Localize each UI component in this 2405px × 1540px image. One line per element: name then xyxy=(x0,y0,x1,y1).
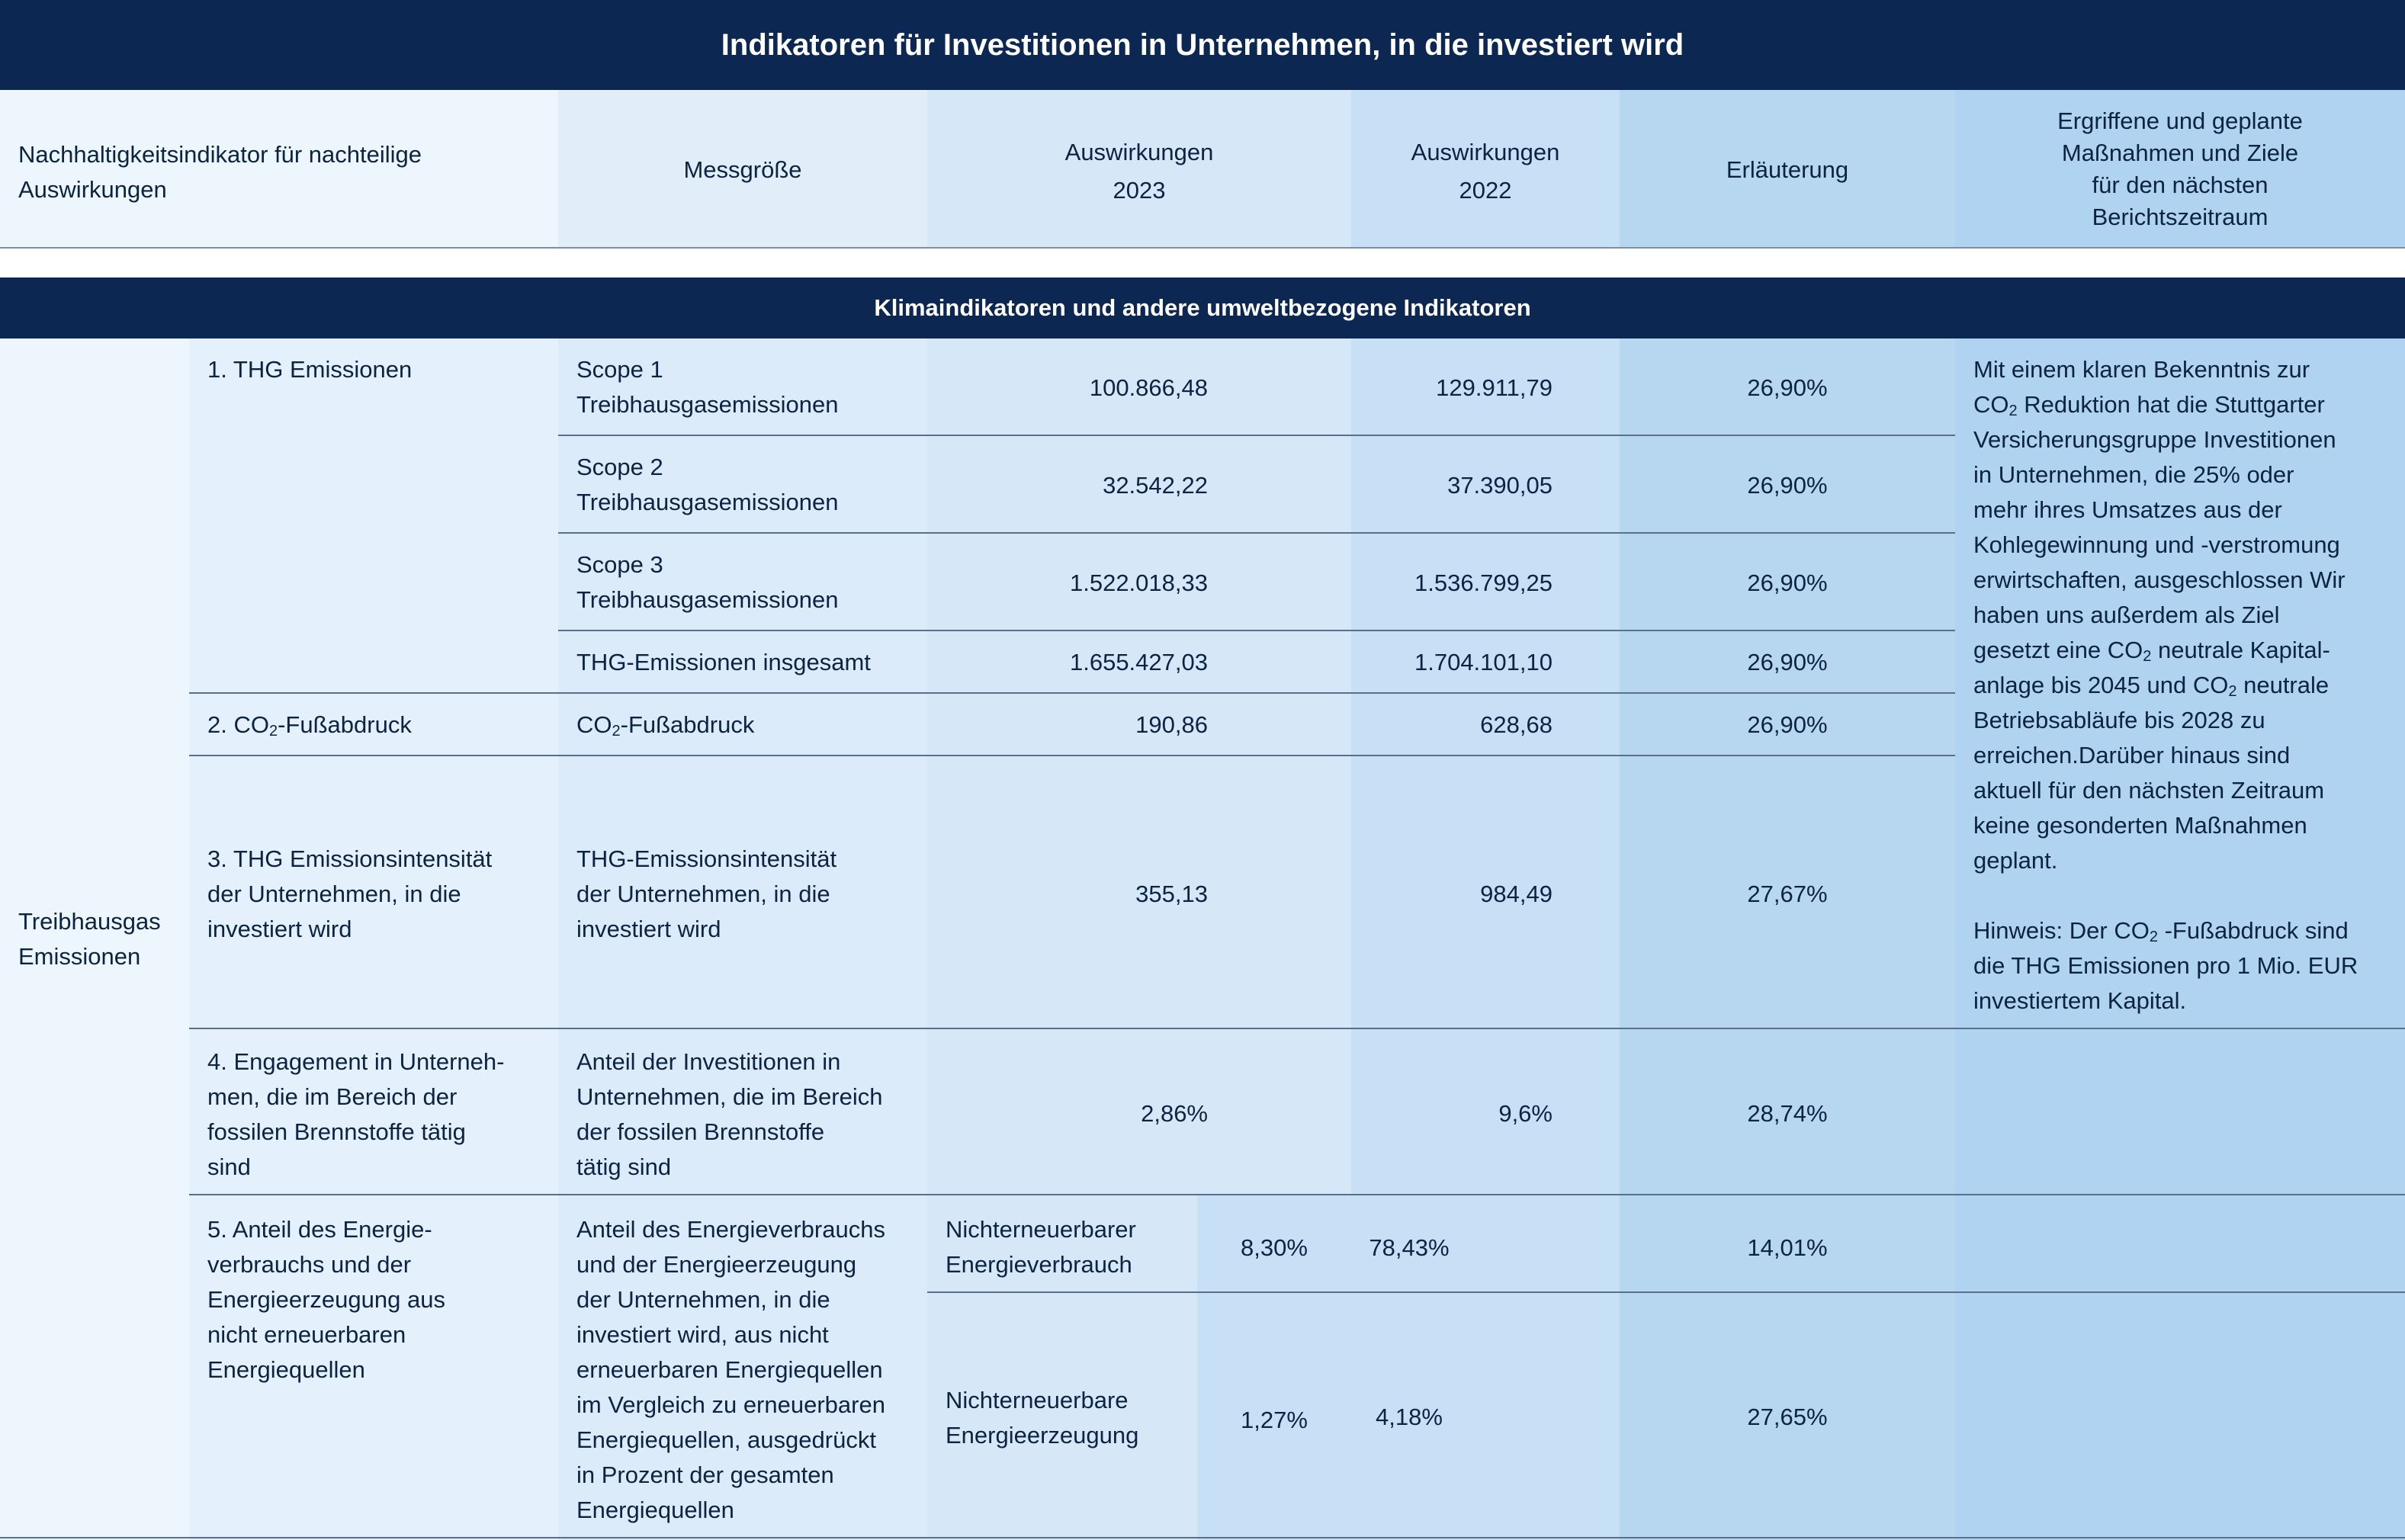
row-divider-total xyxy=(189,692,1955,694)
metric-total: THG-Emissionen insgesamt xyxy=(576,649,871,675)
table-title: Indikatoren für Investitionen in Unternehmen, in die investiert wird xyxy=(0,0,2405,90)
indicator-2: 2. $CO_2$-Fußabdruck xyxy=(207,711,412,740)
value-2022-energy-production: 4,18% xyxy=(1376,1404,1443,1430)
value-2022-scope3: 1.536.799,25 xyxy=(1414,569,1552,596)
value-2023-footprint: 190,86 xyxy=(1135,711,1208,738)
metric-scope1: Scope 1 Treibhausgasemissionen xyxy=(576,356,839,418)
header-bottom-border xyxy=(0,247,2405,249)
metric-footprint: $CO_2$-Fußabdruck xyxy=(576,711,755,740)
metric-scope2: Scope 2 Treibhausgasemissionen xyxy=(576,454,839,515)
header-indicator: Nachhaltigkeitsindikator für nachteilige Auswirkungen xyxy=(18,141,422,203)
value-2022-intensity: 984,49 xyxy=(1480,881,1552,907)
indicator-3: 3. THG Emissionsintensität der Unternehmen, in die investiert wird xyxy=(207,845,493,942)
sublabel-energy-production: Nichterneuerbare Energieerzeugung xyxy=(946,1387,1139,1449)
header-impact-2022: Auswirkungen 2022 xyxy=(1411,139,1560,204)
explanation-fossil: 28,74% xyxy=(1747,1100,1828,1127)
value-2023-scope1: 100.866,48 xyxy=(1089,374,1208,401)
value-2022-fossil: 9,6% xyxy=(1498,1100,1552,1127)
value-2023-energy-consumption: 8,30% xyxy=(1241,1234,1308,1261)
category-label: Treibhausgas Emissionen xyxy=(18,908,161,970)
value-2022-scope2: 37.390,05 xyxy=(1447,472,1552,499)
row-divider-scope1 xyxy=(558,435,1955,436)
value-2022-footprint: 628,68 xyxy=(1480,711,1552,738)
header-explanation: Erläuterung xyxy=(1726,156,1849,183)
value-2022-energy-consumption: 78,43% xyxy=(1369,1234,1450,1261)
body-bg-2022 xyxy=(1351,338,1620,1540)
measures-note: Mit einem klaren Bekenntnis zur $CO_2$ Reduktion hat die Stuttgarter Versicherungsgruppe Investitionen in Unternehmen, die 25% oder mehr ihres Umsatzes aus der Kohlegewinnung und -verstromung erwirtschaften, ausgeschlossen Wir haben uns außerdem als Ziel gesetzt eine $CO_2$ neutrale Kapital- anlage bis 2045 und $CO_2$ neutrale Betriebsabläufe bis 2028 zu erreichen.Darüber hinaus sind aktuell für den nächsten Zeitraum keine gesonderten Maßnahmen geplant. Hinweis: Der $CO_2$ -Fußabdruck sind die THG Emissionen pro 1 Mio. EUR investiertem Kapital. xyxy=(1973,356,2358,1014)
explanation-energy-production: 27,65% xyxy=(1747,1404,1828,1430)
row-divider-energy-sub xyxy=(927,1291,2405,1293)
explanation-footprint: 26,90% xyxy=(1747,711,1828,738)
row-divider-scope2 xyxy=(558,532,1955,534)
explanation-scope1: 26,90% xyxy=(1747,374,1828,401)
value-2023-scope3: 1.522.018,33 xyxy=(1069,569,1208,596)
explanation-scope3: 26,90% xyxy=(1747,569,1828,596)
metric-intensity: THG-Emissionsintensität der Unternehmen, in die investiert wird xyxy=(576,845,837,942)
header-impact-2023: Auswirkungen 2023 xyxy=(1064,139,1214,204)
row-divider-scope3 xyxy=(558,630,1955,631)
explanation-intensity: 27,67% xyxy=(1747,881,1828,907)
header-metric: Messgröße xyxy=(683,156,802,183)
section-title: Klimaindikatoren und andere umweltbezogene Indikatoren xyxy=(0,278,2405,338)
row-divider-fossil xyxy=(189,1194,2405,1195)
metric-fossil: Anteil der Investitionen in Unternehmen, die im Bereich der fossilen Brennstoffe tätig sind xyxy=(576,1048,883,1180)
indicator-4: 4. Engagement in Unterneh- men, die im Bereich der fossilen Brennstoffe tätig sind xyxy=(207,1048,505,1180)
table-bottom-border xyxy=(0,1537,2405,1538)
value-2023-intensity: 355,13 xyxy=(1135,881,1208,907)
value-2023-energy-production: 1,27% xyxy=(1241,1407,1308,1433)
value-2022-total: 1.704.101,10 xyxy=(1414,649,1552,675)
body-bg-explanation xyxy=(1620,338,1955,1540)
value-2023-total: 1.655.427,03 xyxy=(1069,649,1208,675)
metric-scope3: Scope 3 Treibhausgasemissionen xyxy=(576,551,839,613)
explanation-total: 26,90% xyxy=(1747,649,1828,675)
indicator-5: 5. Anteil des Energie- verbrauchs und der Energieerzeugung aus nicht erneuerbaren Energiequellen xyxy=(207,1216,445,1383)
row-divider-footprint xyxy=(189,755,1955,756)
explanation-energy-consumption: 14,01% xyxy=(1747,1234,1828,1261)
metric-energy: Anteil des Energieverbrauchs und der Energieerzeugung der Unternehmen, in die investiert wird, aus nicht erneuerbaren Energiequellen im Vergleich zu erneuerbaren Energiequellen, ausgedrückt in Prozent der gesamten Energiequellen xyxy=(576,1216,885,1523)
indicator-1: 1. THG Emissionen xyxy=(207,356,413,383)
row-divider-intensity xyxy=(189,1028,2405,1029)
explanation-scope2: 26,90% xyxy=(1747,472,1828,499)
value-2022-scope1: 129.911,79 xyxy=(1436,374,1552,401)
header-measures: Ergriffene und geplante Maßnahmen und Ziele für den nächsten Berichtszeitraum xyxy=(2057,107,2303,230)
sublabel-energy-consumption: Nichterneuerbarer Energieverbrauch xyxy=(946,1216,1136,1278)
value-2023-scope2: 32.542,22 xyxy=(1103,472,1208,499)
value-2023-fossil: 2,86% xyxy=(1141,1100,1208,1127)
